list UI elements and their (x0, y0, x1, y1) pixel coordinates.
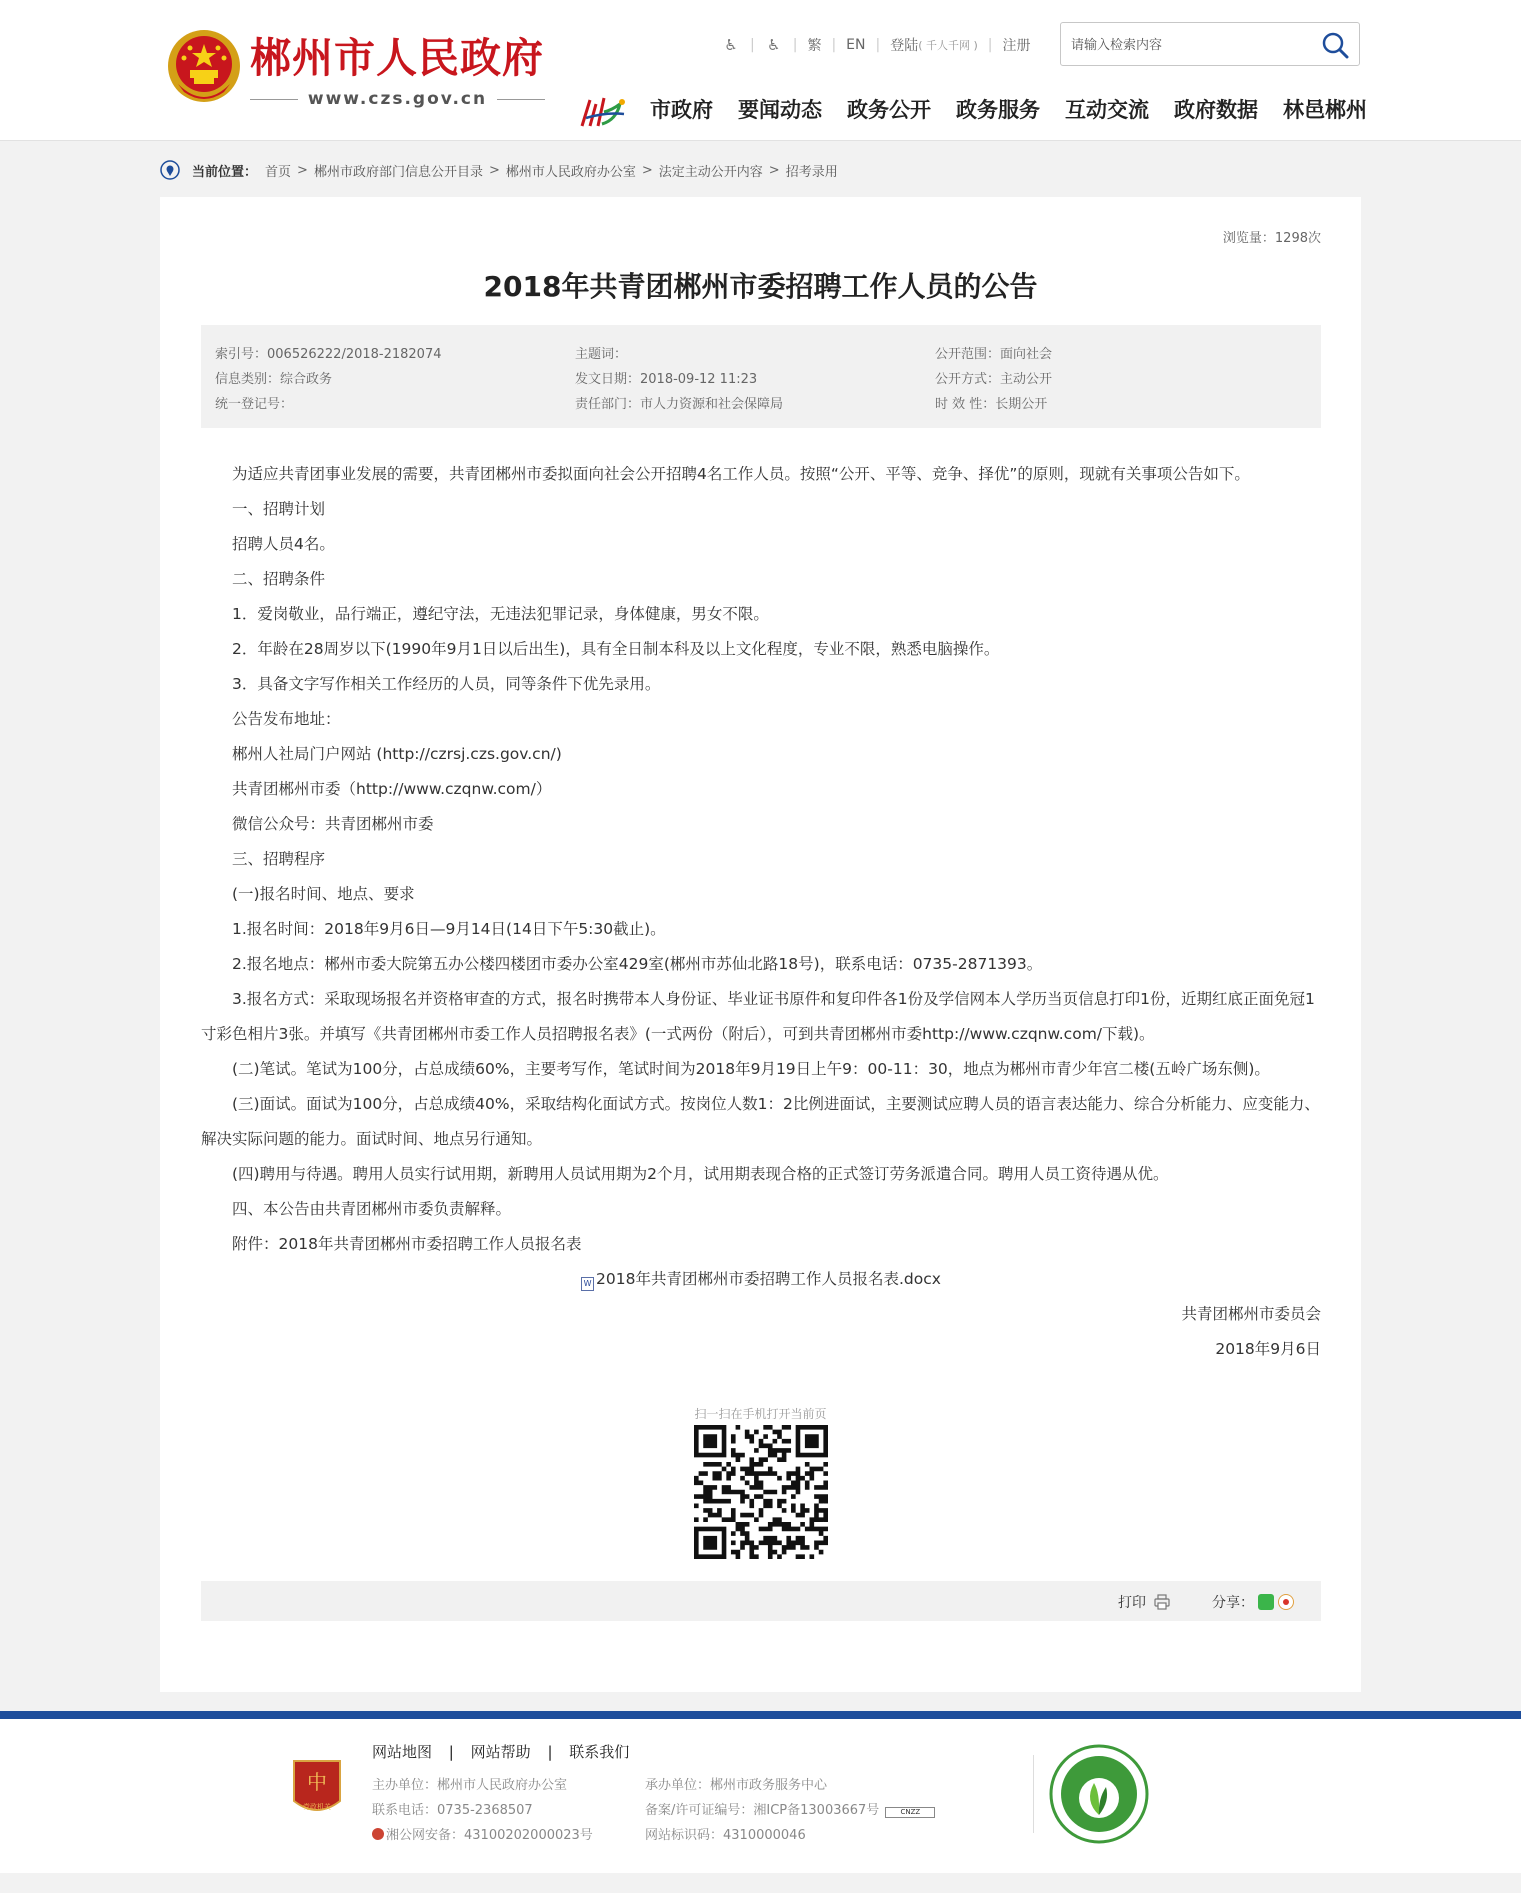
cnzz-badge-icon[interactable]: CNZZ (885, 1807, 935, 1818)
meta-index-no: 索引号：006526222/2018-2182074 (215, 347, 442, 362)
paragraph: 2.报名地点：郴州市委大院第五办公楼四楼团市委办公室429室(郴州市苏仙北路18号)，联系电话：0735-2871393。 (232, 955, 1043, 973)
signature: 共青团郴州市委员会 (1181, 1305, 1321, 1323)
site-name[interactable]: 郴州市人民政府 (250, 34, 544, 82)
paragraph: 公告发布地址： (232, 710, 341, 728)
traditional-chinese-link[interactable]: 繁 (807, 38, 822, 54)
paragraph: 1.报名时间：2018年9月6日—9月14日(14日下午5:30截止)。 (232, 920, 666, 938)
paragraph: (一)报名时间、地点、要求 (232, 885, 415, 903)
domain-divider (250, 99, 298, 100)
meta-validity: 时 效 性：长期公开 (935, 397, 1048, 412)
party-gov-badge-icon[interactable] (290, 1757, 344, 1821)
site-header (0, 0, 1521, 141)
footer-site-code: 网站标识码：4310000046 (645, 1828, 806, 1843)
attachment-link[interactable] (201, 1262, 1321, 1297)
help-link[interactable]: 网站帮助 (470, 1743, 531, 1761)
paragraph: 郴州人社局门户网站 (http://czrsj.czs.gov.cn/) (232, 745, 562, 763)
printer-icon (1154, 1594, 1170, 1610)
top-links (722, 34, 1031, 56)
civilized-city-seal-icon[interactable] (1048, 1743, 1150, 1845)
footer-links (372, 1741, 629, 1762)
breadcrumb-separator: > (768, 162, 780, 178)
breadcrumb-dept-directory[interactable]: 郴州市政府部门信息公开目录 (313, 164, 483, 180)
nav-news[interactable]: 要闻动态 (738, 98, 822, 122)
wechat-icon[interactable] (1258, 1594, 1274, 1610)
english-link[interactable]: EN (846, 37, 866, 53)
forest-city-logo-icon (576, 90, 628, 132)
word-document-icon: W (581, 1277, 594, 1291)
paragraph: 三、招聘程序 (232, 850, 326, 868)
footer-host: 主办单位：郴州市人民政府办公室 (372, 1778, 568, 1793)
nav-gov-services[interactable]: 政务服务 (956, 98, 1040, 122)
paragraph: (四)聘用与待遇。聘用人员实行试用期，新聘用人员试用期为2个月，试用期表现合格的正式签订劳务派遣合同。聘用人员工资待遇从优。 (232, 1165, 1169, 1183)
search-box (1060, 22, 1360, 66)
footer-info-left (372, 1773, 593, 1848)
register-link[interactable]: 注册 (1002, 38, 1031, 54)
contact-link[interactable]: 联系我们 (569, 1743, 630, 1761)
footer-phone: 联系电话：0735-2368507 (372, 1803, 533, 1818)
footer-organizer: 承办单位：郴州市政务服务中心 (645, 1778, 828, 1793)
breadcrumb-recruitment[interactable]: 招考录用 (785, 164, 838, 180)
meta-method: 公开方式：主动公开 (935, 372, 1053, 387)
login-link[interactable]: 登陆 (890, 38, 919, 54)
nav-city-government[interactable]: 市政府 (650, 98, 713, 122)
meta-keywords: 主题词： (575, 347, 628, 362)
footer-info-right (645, 1773, 935, 1848)
site-domain (250, 88, 545, 110)
attachment-filename[interactable]: 2018年共青团郴州市委招聘工作人员报名表.docx (596, 1270, 941, 1288)
sitemap-link[interactable]: 网站地图 (372, 1743, 433, 1761)
print-button[interactable] (1118, 1592, 1170, 1612)
site-footer (0, 1719, 1521, 1873)
sign-date: 2018年9月6日 (1215, 1340, 1321, 1358)
domain-divider (497, 99, 545, 100)
paragraph: (三)面试。面试为100分，占总成绩40%，采取结构化面试方式。按岗位人数1：2比例进面试，主要测试应聘人员的语言表达能力、综合分析能力、应变能力、解决实际问题的能力。面试时间、地点另行通知。 (201, 1095, 1320, 1148)
wheelchair-icon[interactable]: ♿ (766, 36, 781, 54)
print-label: 打印 (1118, 1595, 1146, 1611)
footer-police-record[interactable]: 湘公网安备：43100202000023号 (372, 1823, 593, 1848)
divider: | (750, 37, 755, 53)
article-meta (201, 325, 1321, 428)
location-pin-icon (160, 160, 180, 180)
paragraph: 1．爱岗敬业，品行端正，遵纪守法，无违法犯罪记录，身体健康，男女不限。 (232, 605, 769, 623)
breadcrumb-separator: > (297, 162, 308, 178)
nav-gov-affairs-open[interactable]: 政务公开 (847, 98, 931, 122)
search-icon[interactable] (1321, 31, 1349, 59)
meta-scope: 公开范围：面向社会 (935, 347, 1053, 362)
meta-department: 责任部门：市人力资源和社会保障局 (575, 397, 784, 412)
paragraph: 3.报名方式：采取现场报名并资格审查的方式，报名时携带本人身份证、毕业证书原件和复印件各1份及学信网本人学历当页信息打印1份，近期红底正面免冠1寸彩色相片3张。并填写《共青团郴州市委工作人员招聘报名表》(一式两份（附后），可到共青团郴州市委http://www.czqnw.com/下载)。 (201, 990, 1315, 1043)
search-input[interactable] (1071, 33, 1311, 57)
share-bar (201, 1581, 1321, 1621)
accessibility-reader-icon[interactable]: ♿︎ (724, 36, 738, 54)
paragraph: 附件：2018年共青团郴州市委招聘工作人员报名表 (232, 1235, 582, 1253)
divider: | (875, 37, 881, 53)
footer-divider (0, 1711, 1521, 1719)
share-group (1212, 1592, 1294, 1612)
qr-code-icon (694, 1425, 828, 1559)
weibo-icon[interactable] (1278, 1594, 1294, 1610)
divider: | (448, 1743, 454, 1761)
breadcrumb-public-content[interactable]: 法定主动公开内容 (658, 164, 763, 180)
national-emblem-icon (164, 26, 244, 110)
breadcrumb-home[interactable]: 首页 (265, 164, 292, 180)
meta-category: 信息类别：综合政务 (215, 372, 333, 387)
police-badge-icon (372, 1828, 384, 1840)
main-nav (650, 94, 1367, 126)
paragraph: 微信公众号：共青团郴州市委 (232, 815, 434, 833)
paragraph: 3．具备文字写作相关工作经历的人员，同等条件下优先录用。 (232, 675, 661, 693)
footer-icp[interactable]: 备案/许可证编号：湘ICP备13003667号 CNZZ (645, 1798, 935, 1823)
qr-caption: 扫一扫在手机打开当前页 (694, 1407, 827, 1421)
divider: | (547, 1743, 553, 1761)
divider: | (792, 37, 798, 53)
paragraph: (二)笔试。笔试为100分，占总成绩60%，主要考写作，笔试时间为2018年9月19日上午9：00-11：30，地点为郴州市青少年宫二楼(五岭广场东侧)。 (232, 1060, 1270, 1078)
paragraph: 为适应共青团事业发展的需要，共青团郴州市委拟面向社会公开招聘4名工作人员。按照“公开、平等、竞争、择优”的原则，现就有关事项公告如下。 (232, 465, 1250, 483)
nav-interaction[interactable]: 互动交流 (1065, 98, 1149, 122)
meta-reg-no: 统一登记号： (215, 397, 294, 412)
breadcrumb-separator: > (641, 162, 653, 178)
breadcrumb-separator: > (488, 162, 500, 178)
article-body (201, 457, 1321, 1367)
badge-text: 党政机关 (303, 1803, 331, 1811)
svg-text:中: 中 (307, 1770, 327, 1794)
divider: | (831, 37, 837, 53)
nav-linyi-chenzhou[interactable]: 林邑郴州 (1283, 98, 1367, 122)
breadcrumb-label: 当前位置： (192, 164, 258, 180)
breadcrumb (160, 158, 838, 182)
nav-gov-data[interactable]: 政府数据 (1174, 98, 1258, 122)
login-note: ( 千人千网 ) (918, 39, 978, 52)
paragraph: 共青团郴州市委（http://www.czqnw.com/） (232, 780, 552, 798)
share-label: 分享： (1212, 1595, 1254, 1611)
domain-text: www.czs.gov.cn (307, 89, 488, 109)
divider: | (987, 37, 993, 53)
paragraph: 四、本公告由共青团郴州市委负责解释。 (232, 1200, 512, 1218)
view-count: 浏览量：1298次 (1222, 231, 1321, 246)
paragraph: 二、招聘条件 (232, 570, 326, 588)
paragraph: 招聘人员4名。 (232, 535, 335, 553)
article-title: 2018年共青团郴州市委招聘工作人员的公告 (483, 270, 1038, 303)
paragraph: 2．年龄在28周岁以下(1990年9月1日以后出生)，具有全日制本科及以上文化程度，专业不限，熟悉电脑操作。 (232, 640, 1000, 658)
footer-vertical-divider (1033, 1755, 1034, 1833)
breadcrumb-gov-office[interactable]: 郴州市人民政府办公室 (505, 164, 636, 180)
paragraph: 一、招聘计划 (232, 500, 326, 518)
article-panel (160, 197, 1361, 1692)
meta-date: 发文日期：2018-09-12 11:23 (575, 372, 758, 387)
